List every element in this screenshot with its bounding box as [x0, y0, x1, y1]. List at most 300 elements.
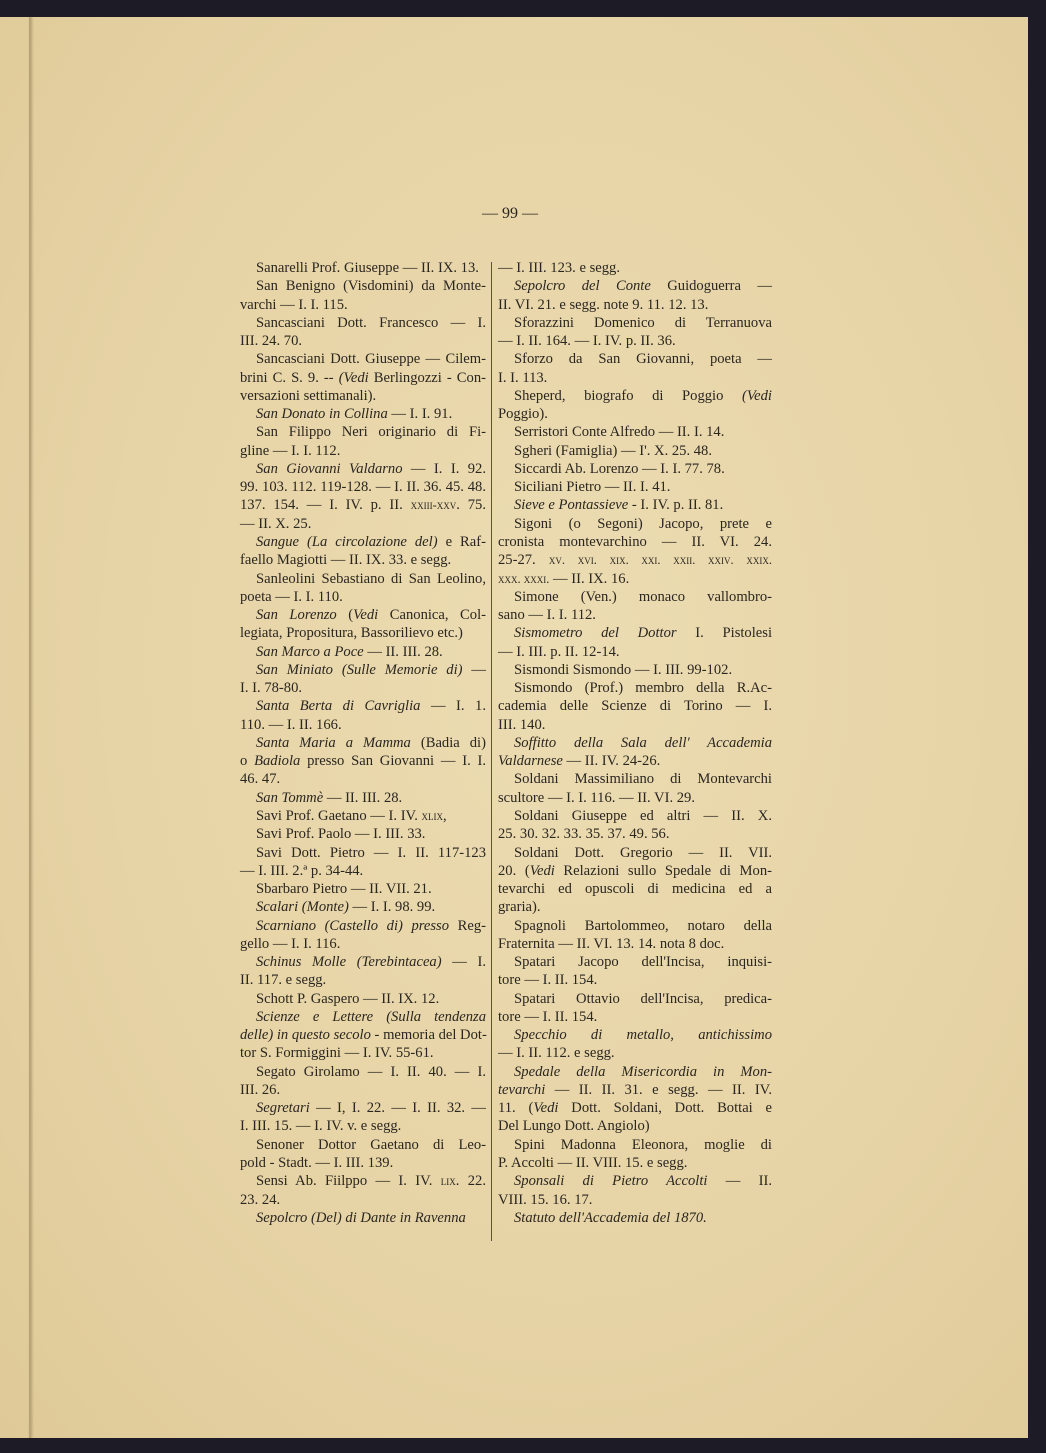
entry-text: San Filippo Neri originario di Fi-	[256, 424, 486, 441]
entry-text: Vedi	[529, 862, 555, 879]
index-entry	[240, 734, 486, 789]
entry-text: I. III. 15. — I. IV. v. e segg.	[240, 1118, 402, 1135]
entry-line	[498, 606, 772, 624]
entry-text: lix	[440, 1174, 456, 1189]
entry-line	[498, 752, 772, 770]
index-entry	[240, 570, 486, 607]
entry-text: III. 140.	[498, 716, 546, 733]
entry-text: Serristori Conte Alfredo — II. I. 14.	[514, 424, 725, 441]
column-divider	[491, 262, 492, 1241]
entry-text: legiata, Propositura, Bassorilievo etc.)	[240, 625, 463, 642]
entry-text: Segato Girolamo — I. II. 40. — I.	[256, 1063, 486, 1080]
index-entry	[240, 825, 486, 843]
index-entry	[240, 460, 486, 533]
entry-line	[240, 606, 486, 624]
index-entry	[498, 1172, 772, 1209]
entry-text: 25. 30. 32. 33. 35. 37. 49. 56.	[498, 826, 670, 843]
entry-text: San Giovanni Valdarno	[256, 460, 403, 477]
entry-text: Sensi Ab. Fiilppo — I. IV.	[256, 1173, 441, 1190]
entry-line	[240, 862, 486, 880]
entry-line	[498, 277, 772, 295]
entry-line	[498, 314, 772, 332]
index-entry	[498, 478, 772, 496]
entry-line	[240, 770, 486, 788]
entry-line	[240, 624, 486, 642]
entry-line	[240, 643, 486, 661]
entry-text: Sgheri (Famiglia) — I'. X. 25. 48.	[514, 442, 712, 459]
entry-text: Sforzo da San Giovanni, poeta —	[514, 351, 772, 368]
entry-line	[240, 807, 486, 825]
entry-line	[240, 789, 486, 807]
index-entry	[240, 314, 486, 351]
entry-text: - I. IV. p. II. 81.	[628, 497, 724, 514]
entry-text: — II. IV. 24-26.	[562, 753, 661, 770]
entry-text: — I, I. 22. — I. II. 32. —	[309, 1100, 486, 1117]
index-entry	[498, 588, 772, 625]
entry-line	[240, 350, 486, 368]
index-column-left	[240, 259, 486, 1227]
index-entry	[498, 1026, 772, 1063]
entry-line	[498, 1063, 772, 1081]
entry-text: Sieve e Pontassieve	[514, 497, 629, 514]
entry-text: 20. (	[498, 862, 530, 879]
entry-line	[240, 990, 486, 1008]
entry-text: Siccardi Ab. Lorenzo — I. I. 77. 78.	[514, 460, 725, 477]
entry-text: . 75.	[456, 497, 486, 514]
entry-text: pold - Stadt. — I. III. 139.	[240, 1155, 394, 1172]
entry-line	[240, 369, 486, 387]
entry-line	[498, 332, 772, 350]
entry-line	[498, 844, 772, 862]
index-entry	[498, 1136, 772, 1173]
entry-line	[240, 734, 486, 752]
entry-line	[498, 971, 772, 989]
entry-line	[498, 898, 772, 916]
index-entry	[240, 405, 486, 423]
entry-text: Dott. Soldani, Dott. Bottai e	[558, 1100, 772, 1117]
entry-text: Sismondo (Prof.) membro della R.Ac-	[514, 680, 772, 697]
entry-text: III. 26.	[240, 1081, 281, 1098]
index-entry	[498, 917, 772, 954]
index-entry	[498, 387, 772, 424]
entry-text: Scalari (Monte)	[256, 899, 349, 916]
index-entry	[498, 844, 772, 917]
entry-line	[240, 533, 486, 551]
entry-line	[498, 1191, 772, 1209]
entry-line	[498, 661, 772, 679]
entry-line	[240, 880, 486, 898]
entry-text: Segretari	[256, 1100, 310, 1117]
entry-line	[240, 460, 486, 478]
entry-text: I. I. 113.	[498, 369, 548, 386]
entry-text: — II. III. 28.	[323, 789, 403, 806]
entry-text: Spagnoli Bartolommeo, notaro della	[514, 917, 772, 934]
entry-text: cademia delle Scienze di Torino — I.	[498, 698, 772, 715]
entry-line	[240, 423, 486, 441]
entry-text: Santa Berta di Cavriglia	[256, 698, 421, 715]
entry-text: Fraternita — II. VI. 13. 14. nota 8 doc.	[498, 935, 725, 952]
entry-text: e Raf-	[437, 533, 486, 550]
entry-text: Savi Prof. Gaetano — I. IV.	[256, 807, 422, 824]
entry-text: III. 24. 70.	[240, 333, 303, 350]
entry-text: Savi Prof. Paolo — I. III. 33.	[256, 826, 426, 843]
index-entry	[240, 917, 486, 954]
entry-text: varchi — I. I. 115.	[240, 296, 348, 313]
entry-line	[240, 971, 486, 989]
entry-line	[240, 314, 486, 332]
binding-fold	[29, 17, 31, 1438]
entry-text: — II. X. 25.	[240, 515, 312, 532]
entry-text: gline — I. I. 112.	[240, 442, 341, 459]
entry-line	[240, 679, 486, 697]
entry-line	[498, 789, 772, 807]
index-entry	[240, 259, 486, 277]
entry-text: — II. IX. 16.	[549, 570, 630, 587]
entry-text: presso San Giovanni — I. I.	[300, 753, 487, 770]
page-number: — 99 —	[482, 205, 538, 222]
entry-line	[498, 1044, 772, 1062]
index-entry	[498, 990, 772, 1027]
entry-text: Spedale della Misericordia in Mon-	[514, 1063, 772, 1080]
entry-text: Savi Dott. Pietro — I. II. 117-123	[256, 844, 486, 861]
index-entry	[240, 1136, 486, 1173]
entry-text: 46. 47.	[240, 771, 281, 788]
entry-text: — I.	[441, 954, 487, 971]
entry-text: — I. II. 164. — I. IV. p. II. 36.	[498, 333, 676, 350]
entry-text: 110. — I. II. 166.	[240, 716, 342, 733]
entry-text: Sforazzini Domenico di Terranuova	[514, 314, 772, 331]
entry-text: (	[336, 607, 354, 624]
entry-line	[240, 1136, 486, 1154]
entry-text: . 22.	[455, 1173, 486, 1190]
entry-text: tore — I. II. 154.	[498, 972, 598, 989]
entry-text: San Marco a Poce	[256, 643, 364, 660]
entry-text: Sancasciani Dott. Francesco — I.	[256, 314, 486, 331]
entry-line	[240, 332, 486, 350]
index-entry	[240, 880, 486, 898]
entry-text: Santa Maria a Mamma	[256, 734, 411, 751]
entry-text: Relazioni sullo Spedale di Mon-	[554, 862, 772, 879]
entry-line	[240, 752, 486, 770]
entry-line	[498, 405, 772, 423]
index-entry	[498, 423, 772, 441]
index-entry	[498, 314, 772, 351]
entry-line	[240, 478, 486, 496]
entry-line	[240, 1008, 486, 1026]
entry-text: Spini Madonna Eleonora, moglie di	[514, 1136, 772, 1153]
entry-line	[240, 697, 486, 715]
index-entry	[240, 350, 486, 405]
entry-text: Poggio).	[498, 406, 548, 423]
entry-text: Spatari Jacopo dell'Incisa, inquisi-	[514, 954, 772, 971]
entry-text: P. Accolti — II. VIII. 15. e segg.	[498, 1155, 688, 1172]
entry-text: 137. 154. — I. IV. p. II.	[240, 497, 411, 514]
entry-text: Sepolcro del Conte	[514, 278, 651, 295]
entry-text: Valdarnese	[498, 753, 563, 770]
entry-text: Sanleolini Sebastiano di San Leolino,	[256, 570, 486, 587]
index-entry	[498, 515, 772, 588]
entry-line	[498, 515, 772, 533]
entry-line	[240, 551, 486, 569]
index-entry	[240, 807, 486, 825]
entry-line	[240, 716, 486, 734]
entry-text: versazioni settimanali).	[240, 387, 377, 404]
entry-line	[240, 442, 486, 460]
index-entry	[240, 953, 486, 990]
index-entry	[240, 1172, 486, 1209]
entry-text: brini C. S. 9. --	[240, 369, 339, 386]
index-entry	[240, 423, 486, 460]
index-entry	[498, 277, 772, 314]
entry-line	[240, 825, 486, 843]
index-entry	[498, 460, 772, 478]
entry-text: (Vedi	[338, 369, 369, 386]
entry-text: Schinus Molle (Terebintacea)	[256, 954, 442, 971]
index-entry	[240, 533, 486, 570]
entry-line	[240, 387, 486, 405]
entry-text: Sangue (La circolazione del)	[256, 533, 438, 550]
entry-line	[498, 423, 772, 441]
entry-line	[498, 551, 772, 569]
entry-text: Sancasciani Dott. Giuseppe — Cilem-	[256, 351, 486, 368]
entry-text: Canonica, Col-	[378, 607, 486, 624]
index-entry	[498, 259, 772, 277]
entry-text: o	[240, 753, 255, 770]
entry-text: Senoner Dottor Gaetano di Leo-	[256, 1136, 486, 1153]
entry-line	[498, 296, 772, 314]
index-entry	[240, 661, 486, 698]
entry-text: Soldani Dott. Gregorio — II. VII.	[514, 844, 772, 861]
entry-text: —	[462, 661, 486, 678]
index-entry	[240, 789, 486, 807]
entry-text: poeta — I. I. 110.	[240, 588, 343, 605]
entry-text: II. 117. e segg.	[240, 972, 327, 989]
entry-text: Sigoni (o Segoni) Jacopo, prete e	[514, 515, 772, 532]
index-entry	[240, 643, 486, 661]
entry-text: II. VI. 21. e segg. note 9. 11. 12. 13.	[498, 296, 709, 313]
entry-text: (Vedi	[742, 387, 772, 404]
index-entry	[498, 770, 772, 807]
entry-line	[240, 588, 486, 606]
entry-line	[498, 460, 772, 478]
entry-line	[498, 369, 772, 387]
entry-text: - memoria del Dot-	[370, 1027, 487, 1044]
entry-line	[240, 515, 486, 533]
entry-text: xxx. xxxi.	[498, 571, 550, 586]
index-entry	[240, 898, 486, 916]
entry-line	[240, 844, 486, 862]
entry-line	[240, 1081, 486, 1099]
entry-text: San Tommè	[256, 789, 324, 806]
entry-text: tevarchi	[498, 1081, 546, 1098]
entry-text: — I. I. 98. 99.	[348, 899, 436, 916]
index-entry	[498, 1063, 772, 1136]
entry-text: — I. I. 92.	[402, 460, 486, 477]
entry-text: Soffitto della Sala dell' Accademia	[514, 734, 772, 751]
entry-text: 23. 24.	[240, 1191, 281, 1208]
entry-line	[498, 734, 772, 752]
index-entry	[240, 1063, 486, 1100]
entry-line	[240, 1209, 486, 1227]
entry-text: Spatari Ottavio dell'Incisa, predica-	[514, 990, 772, 1007]
entry-line	[498, 1154, 772, 1172]
entry-line	[240, 496, 486, 514]
entry-line	[240, 296, 486, 314]
entry-text: xv. xvi. xix. xxi. xxii. xxiv. xxix.	[548, 553, 772, 568]
entry-line	[240, 277, 486, 295]
entry-text: Sbarbaro Pietro — II. VII. 21.	[256, 881, 432, 898]
entry-text: Siciliani Pietro — II. I. 41.	[514, 479, 671, 496]
entry-text: Vedi	[533, 1100, 559, 1117]
entry-text: tore — I. II. 154.	[498, 1008, 598, 1025]
index-entry	[498, 496, 772, 514]
entry-text: San Miniato (Sulle Memorie di)	[256, 661, 463, 678]
entry-text: Soldani Massimiliano di Montevarchi	[514, 771, 772, 788]
entry-line	[498, 917, 772, 935]
entry-line	[240, 570, 486, 588]
index-entry	[498, 624, 772, 661]
entry-text: Sanarelli Prof. Giuseppe — II. IX. 13.	[256, 260, 479, 276]
entry-line	[240, 1172, 486, 1190]
entry-text: — I. I. 91.	[387, 406, 453, 423]
entry-text: Berlingozzi - Con-	[368, 369, 486, 386]
entry-text: 99. 103. 112. 119-128. — I. II. 36. 45. 48.	[240, 479, 486, 496]
entry-text: Vedi	[353, 607, 379, 624]
entry-text: sano — I. I. 112.	[498, 607, 596, 624]
entry-line	[498, 588, 772, 606]
entry-line	[240, 405, 486, 423]
entry-line	[498, 570, 772, 588]
entry-text: Scarniano (Castello di) presso	[256, 917, 450, 934]
entry-line	[498, 862, 772, 880]
entry-line	[498, 1209, 772, 1227]
entry-text: gello — I. I. 116.	[240, 935, 341, 952]
entry-text: San Donato in Collina	[256, 406, 388, 423]
index-entry	[240, 1008, 486, 1063]
entry-text: Sponsali di Pietro Accolti	[514, 1173, 708, 1190]
index-entry	[240, 697, 486, 734]
entry-line	[498, 825, 772, 843]
entry-line	[498, 1099, 772, 1117]
entry-text: — I. III. 2.ª p. 34-44.	[240, 862, 364, 879]
entry-line	[498, 697, 772, 715]
entry-text: ,	[443, 807, 447, 824]
entry-text: — II. II. 31. e segg. — II. IV.	[545, 1081, 772, 1098]
entry-line	[240, 898, 486, 916]
entry-line	[240, 1117, 486, 1135]
entry-text: Sheperd, biografo di Poggio	[514, 387, 742, 404]
entry-text: Guidoguerra —	[650, 278, 772, 295]
entry-line	[498, 679, 772, 697]
entry-line	[498, 1026, 772, 1044]
entry-text: San Lorenzo	[256, 607, 337, 624]
index-entry	[240, 277, 486, 314]
entry-line	[498, 807, 772, 825]
entry-text: Statuto dell'Accademia del 1870.	[514, 1209, 707, 1226]
entry-line	[498, 1172, 772, 1190]
entry-line	[240, 1063, 486, 1081]
entry-line	[498, 953, 772, 971]
entry-text: — I. III. p. II. 12-14.	[498, 643, 620, 660]
entry-text: 25-27.	[498, 552, 549, 569]
entry-line	[240, 1044, 486, 1062]
index-entry	[240, 1099, 486, 1136]
entry-text: graria).	[498, 899, 541, 916]
entry-line	[498, 1008, 772, 1026]
entry-text: Sepolcro (Del) di Dante in Ravenna	[256, 1209, 466, 1226]
entry-text: — II.	[707, 1173, 772, 1190]
entry-line	[498, 1117, 772, 1135]
index-entry	[498, 807, 772, 844]
entry-line	[498, 533, 772, 551]
entry-text: Reg-	[449, 917, 486, 934]
entry-text: Specchio di metallo, antichissimo	[514, 1027, 772, 1044]
entry-line	[240, 1099, 486, 1117]
entry-text: — II. III. 28.	[363, 643, 443, 660]
entry-text: — I. III. 123. e segg.	[498, 260, 620, 276]
entry-line	[498, 643, 772, 661]
entry-text: I. I. 78-80.	[240, 680, 303, 697]
entry-text: tevarchi ed opuscoli di medicina ed a	[498, 881, 772, 898]
entry-text: Sismondi Sismondo — I. III. 99-102.	[514, 661, 733, 678]
entry-line	[498, 496, 772, 514]
entry-line	[498, 770, 772, 788]
entry-line	[498, 259, 772, 277]
entry-text: Sismometro del Dottor	[514, 625, 677, 642]
index-entry	[498, 679, 772, 734]
entry-text: Scienze e Lettere (Sulla tendenza	[256, 1008, 486, 1025]
index-entry	[240, 844, 486, 881]
entry-line	[240, 259, 486, 277]
entry-text: cronista montevarchino — II. VI. 24.	[498, 533, 772, 550]
index-entry	[240, 606, 486, 643]
entry-text: Soldani Giuseppe ed altri — II. X.	[514, 807, 772, 824]
entry-text: faello Magiotti — II. IX. 33. e segg.	[240, 552, 452, 569]
index-entry	[498, 350, 772, 387]
entry-text: tor S. Formiggini — I. IV. 55-61.	[240, 1045, 434, 1062]
entry-text: Badiola	[254, 753, 301, 770]
entry-text: Simone (Ven.) monaco vallombro-	[514, 588, 772, 605]
entry-text: I. Pistolesi	[676, 625, 772, 642]
entry-text: 11. (	[498, 1100, 534, 1117]
entry-line	[498, 442, 772, 460]
entry-text: VIII. 15. 16. 17.	[498, 1191, 593, 1208]
entry-line	[240, 917, 486, 935]
entry-line	[240, 1191, 486, 1209]
entry-line	[240, 953, 486, 971]
entry-text: — I. 1.	[420, 698, 486, 715]
index-entry	[498, 734, 772, 771]
index-entry	[240, 1209, 486, 1227]
index-entry	[240, 990, 486, 1008]
entry-line	[240, 1154, 486, 1172]
entry-text: Del Lungo Dott. Angiolo)	[498, 1118, 650, 1135]
entry-line	[498, 478, 772, 496]
index-entry	[498, 661, 772, 679]
entry-line	[498, 1081, 772, 1099]
entry-text: xlix	[421, 808, 444, 823]
index-entry	[498, 953, 772, 990]
entry-line	[498, 624, 772, 642]
entry-text: — I. II. 112. e segg.	[498, 1045, 615, 1062]
entry-line	[498, 990, 772, 1008]
entry-line	[498, 716, 772, 734]
entry-line	[498, 350, 772, 368]
index-entry	[498, 1209, 772, 1227]
entry-line	[240, 661, 486, 679]
entry-line	[498, 1136, 772, 1154]
entry-line	[240, 1026, 486, 1044]
